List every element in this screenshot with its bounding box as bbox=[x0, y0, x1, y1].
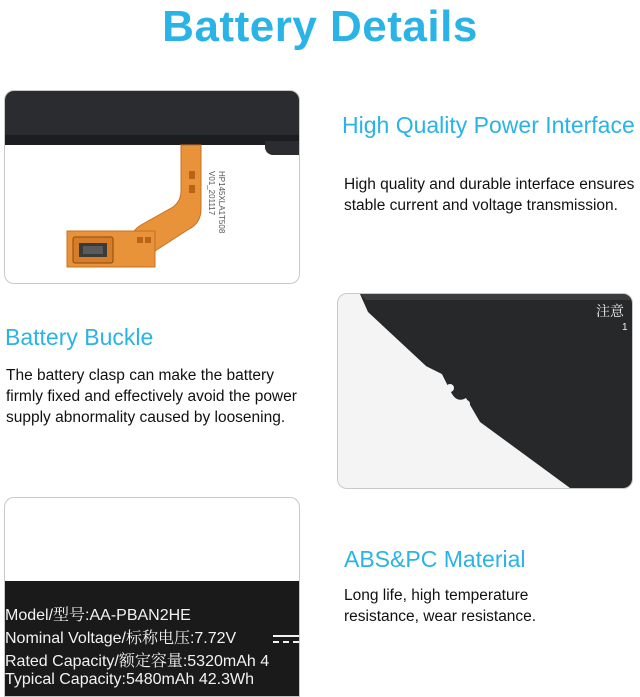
buckle-body bbox=[6, 365, 297, 428]
interface-body-line: High quality and durable interface ensures bbox=[344, 176, 635, 193]
label-rated-capacity: Rated Capacity/额定容量:5320mAh 4 bbox=[5, 653, 270, 670]
material-body-line: resistance, wear resistance. bbox=[344, 608, 537, 625]
cable-print-line2: V01_201117 bbox=[207, 171, 216, 216]
interface-heading: High Quality Power Interface bbox=[342, 112, 635, 138]
dc-symbol-icon bbox=[273, 635, 299, 645]
buckle-graphic bbox=[338, 294, 632, 488]
buckle-body-line: supply abnormality caused by loosening. bbox=[6, 409, 286, 426]
page-title: Battery Details bbox=[162, 2, 478, 51]
power-interface-image bbox=[4, 90, 300, 284]
battery-buckle-image bbox=[337, 293, 633, 489]
interface-body bbox=[344, 174, 634, 216]
battery-label-image bbox=[4, 497, 300, 697]
label-typical-capacity: Typical Capacity:5480mAh 42.3Wh bbox=[5, 671, 255, 688]
buckle-print-digit: 1 bbox=[622, 322, 628, 333]
interface-body-line: stable current and voltage transmission. bbox=[344, 197, 618, 214]
flex-cable-graphic bbox=[5, 91, 299, 283]
buckle-print-chars: 注意 bbox=[596, 304, 624, 320]
buckle-body-line: firmly fixed and effectively avoid the power bbox=[6, 388, 297, 405]
buckle-body-line: The battery clasp can make the battery bbox=[6, 367, 274, 384]
material-body-line: Long life, high temperature bbox=[344, 587, 529, 604]
material-body bbox=[344, 585, 536, 627]
label-voltage: Nominal Voltage/标称电压:7.72V bbox=[5, 630, 237, 647]
label-model: Model/型号:AA-PBAN2HE bbox=[5, 607, 191, 624]
material-heading: ABS&PC Material bbox=[344, 546, 526, 572]
buckle-heading: Battery Buckle bbox=[5, 324, 154, 350]
cable-print-line1: HP145XLA1T508 bbox=[217, 171, 226, 234]
